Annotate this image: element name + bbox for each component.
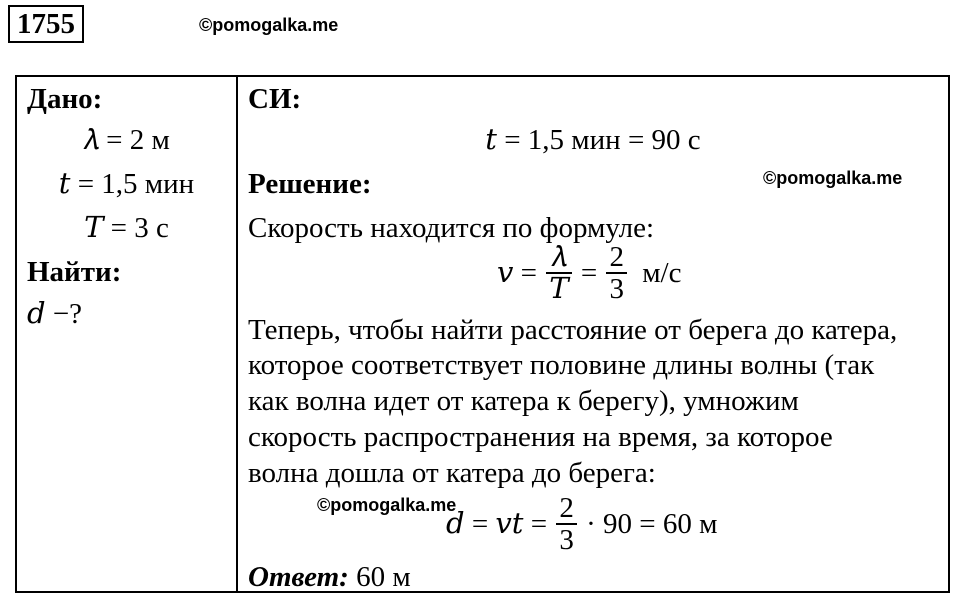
paragraph-line-4: скорость распространения на время, за которое	[248, 421, 833, 453]
si-title: СИ:	[248, 83, 302, 115]
speed-formula	[497, 242, 681, 304]
speed-den2: 3	[609, 273, 624, 305]
distance-num: 2	[556, 493, 577, 525]
solution-intro: Скорость находится по формуле:	[248, 212, 655, 244]
paragraph-line-3: как волна идет от катера к берегу), умножим	[248, 385, 799, 417]
paragraph-line-1: Теперь, чтобы найти расстояние от берега до катера,	[248, 314, 898, 346]
speed-unit: м/с	[642, 257, 682, 289]
find-title: Найти:	[27, 256, 122, 288]
distance-formula	[446, 493, 717, 555]
watermark-right: ©pomogalka.me	[763, 168, 903, 188]
given-title: Дано:	[27, 83, 103, 115]
speed-eq: =	[580, 257, 598, 289]
watermark-top: ©pomogalka.me	[199, 15, 339, 35]
distance-den: 3	[559, 524, 574, 556]
distance-rhs: · 90 = 60 м	[586, 508, 718, 540]
given-lambda: 𝜆 = 2 м	[83, 124, 170, 156]
speed-fraction-value	[606, 242, 627, 304]
paragraph-line-5: волна дошла от катера до берега:	[248, 457, 656, 489]
watermark-bottom: ©pomogalka.me	[317, 495, 457, 515]
speed-fraction-lambda-t	[546, 242, 571, 304]
given-time: 𝑡 = 1,5 мин	[58, 168, 195, 200]
solution-title: Решение:	[248, 168, 372, 200]
problem-number: 1755	[8, 5, 84, 43]
answer-value: 60 м	[356, 561, 411, 593]
si-conversion: 𝑡 = 1,5 мин = 90 с	[485, 124, 701, 156]
speed-num2: 2	[606, 242, 627, 274]
speed-lhs: 𝑣 =	[497, 257, 537, 289]
find-value: 𝑑 −?	[27, 298, 83, 330]
speed-den1: 𝑇	[549, 273, 569, 305]
distance-lhs: 𝑑 = 𝑣𝑡 =	[446, 508, 548, 540]
speed-num1: 𝜆	[546, 242, 571, 274]
paragraph-line-2: которое соответствует половине длины волны (так	[248, 349, 875, 381]
answer-label: Ответ:	[248, 561, 349, 593]
given-period: 𝑇 = 3 с	[84, 212, 169, 244]
answer-line	[248, 562, 411, 592]
distance-fraction	[556, 493, 577, 555]
